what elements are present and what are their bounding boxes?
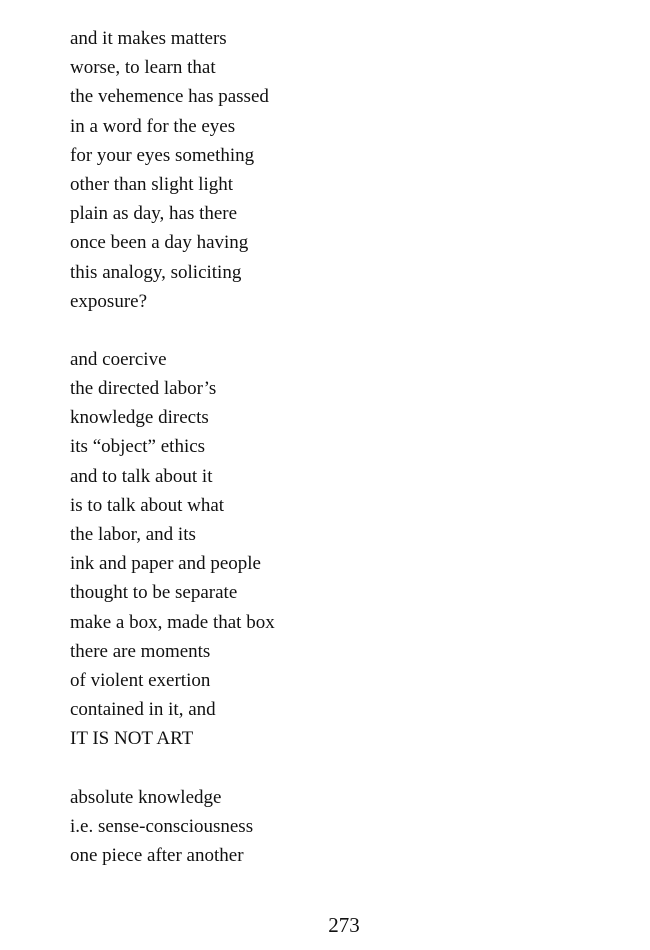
poem-line: make a box, made that box — [70, 611, 275, 633]
page-number: 273 — [328, 913, 360, 937]
poem-line: one piece after another — [70, 844, 244, 866]
poem-line: the labor, and its — [70, 524, 196, 545]
poem-line: there are moments — [70, 640, 211, 662]
poem-line: ink and paper and people — [70, 553, 261, 575]
poem-line: worse, to learn that — [70, 57, 216, 79]
poem-line: thought to be separate — [70, 582, 238, 604]
poem-line: the vehemence has passed — [70, 86, 269, 108]
stanza-1 — [70, 24, 610, 316]
stanza-2 — [70, 345, 610, 754]
poem-line: of violent exertion — [70, 669, 211, 691]
poem-line: contained in it, and — [70, 699, 216, 721]
poem-line: i.e. sense-consciousness — [70, 815, 254, 837]
poem-line: its “object” ethics — [70, 436, 206, 458]
poem-line: IT IS NOT ART — [70, 728, 194, 750]
stanza-3 — [70, 783, 610, 871]
poem-line: in a word for the eyes — [70, 115, 236, 137]
poem-line: absolute knowledge — [70, 786, 222, 808]
poem-line: plain as day, has there — [70, 203, 238, 225]
poem-line: and it makes matters — [70, 28, 227, 49]
poem-line: exposure? — [70, 290, 148, 312]
poem-line: once been a day having — [70, 232, 249, 254]
poem-body — [70, 24, 610, 899]
poem-line: is to talk about what — [70, 494, 225, 516]
poem-line: this analogy, soliciting — [70, 261, 242, 283]
poem-line: and coercive — [70, 348, 167, 370]
poem-line: knowledge directs — [70, 407, 209, 429]
poem-line: and to talk about it — [70, 465, 213, 487]
poem-line: for your eyes something — [70, 144, 255, 166]
poem-line: other than slight light — [70, 173, 234, 195]
poem-line: the directed labor’s — [70, 378, 217, 400]
